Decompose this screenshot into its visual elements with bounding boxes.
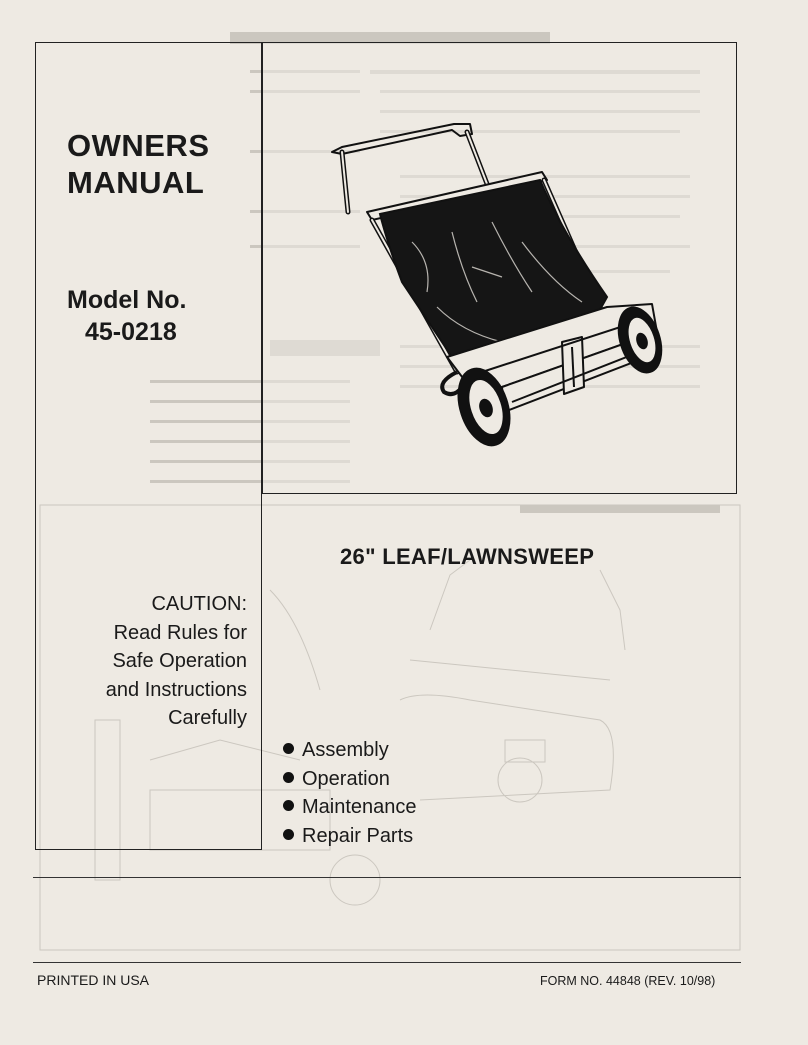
bullet-icon <box>283 800 294 811</box>
printed-in-label: PRINTED IN USA <box>37 972 150 988</box>
contents-list <box>283 736 483 850</box>
contents-item-label: Maintenance <box>302 796 417 818</box>
caution-notice <box>50 590 247 733</box>
manual-title <box>67 127 257 201</box>
caution-line: Carefully <box>168 707 247 729</box>
model-number: 45-0218 <box>85 318 177 346</box>
list-item <box>283 793 483 822</box>
bullet-icon <box>283 829 294 840</box>
contents-item-label: Repair Parts <box>302 824 414 847</box>
contents-item-label: Operation <box>302 767 390 790</box>
caution-line: Safe Operation <box>112 650 247 672</box>
title-line-2: MANUAL <box>67 165 205 200</box>
bullet-icon <box>283 772 294 783</box>
contents-item-label: Assembly <box>302 739 389 761</box>
model-block <box>67 284 257 348</box>
caution-line: Read Rules for <box>113 621 247 644</box>
title-line-1: OWNERS <box>67 128 210 163</box>
footer-divider <box>33 962 741 963</box>
list-item <box>283 736 483 765</box>
model-label: Model No. <box>67 286 187 314</box>
list-item <box>283 765 483 794</box>
lawn-sweeper-illustration-icon <box>262 42 737 494</box>
product-name: 26" LEAF/LAWNSWEEP <box>340 544 595 569</box>
list-item <box>283 822 483 851</box>
divider <box>33 877 741 878</box>
form-number: FORM NO. 44848 (REV. 10/98) <box>540 974 716 988</box>
caution-line: CAUTION: <box>151 593 247 615</box>
caution-line: and Instructions <box>105 678 247 701</box>
bullet-icon <box>283 743 294 754</box>
